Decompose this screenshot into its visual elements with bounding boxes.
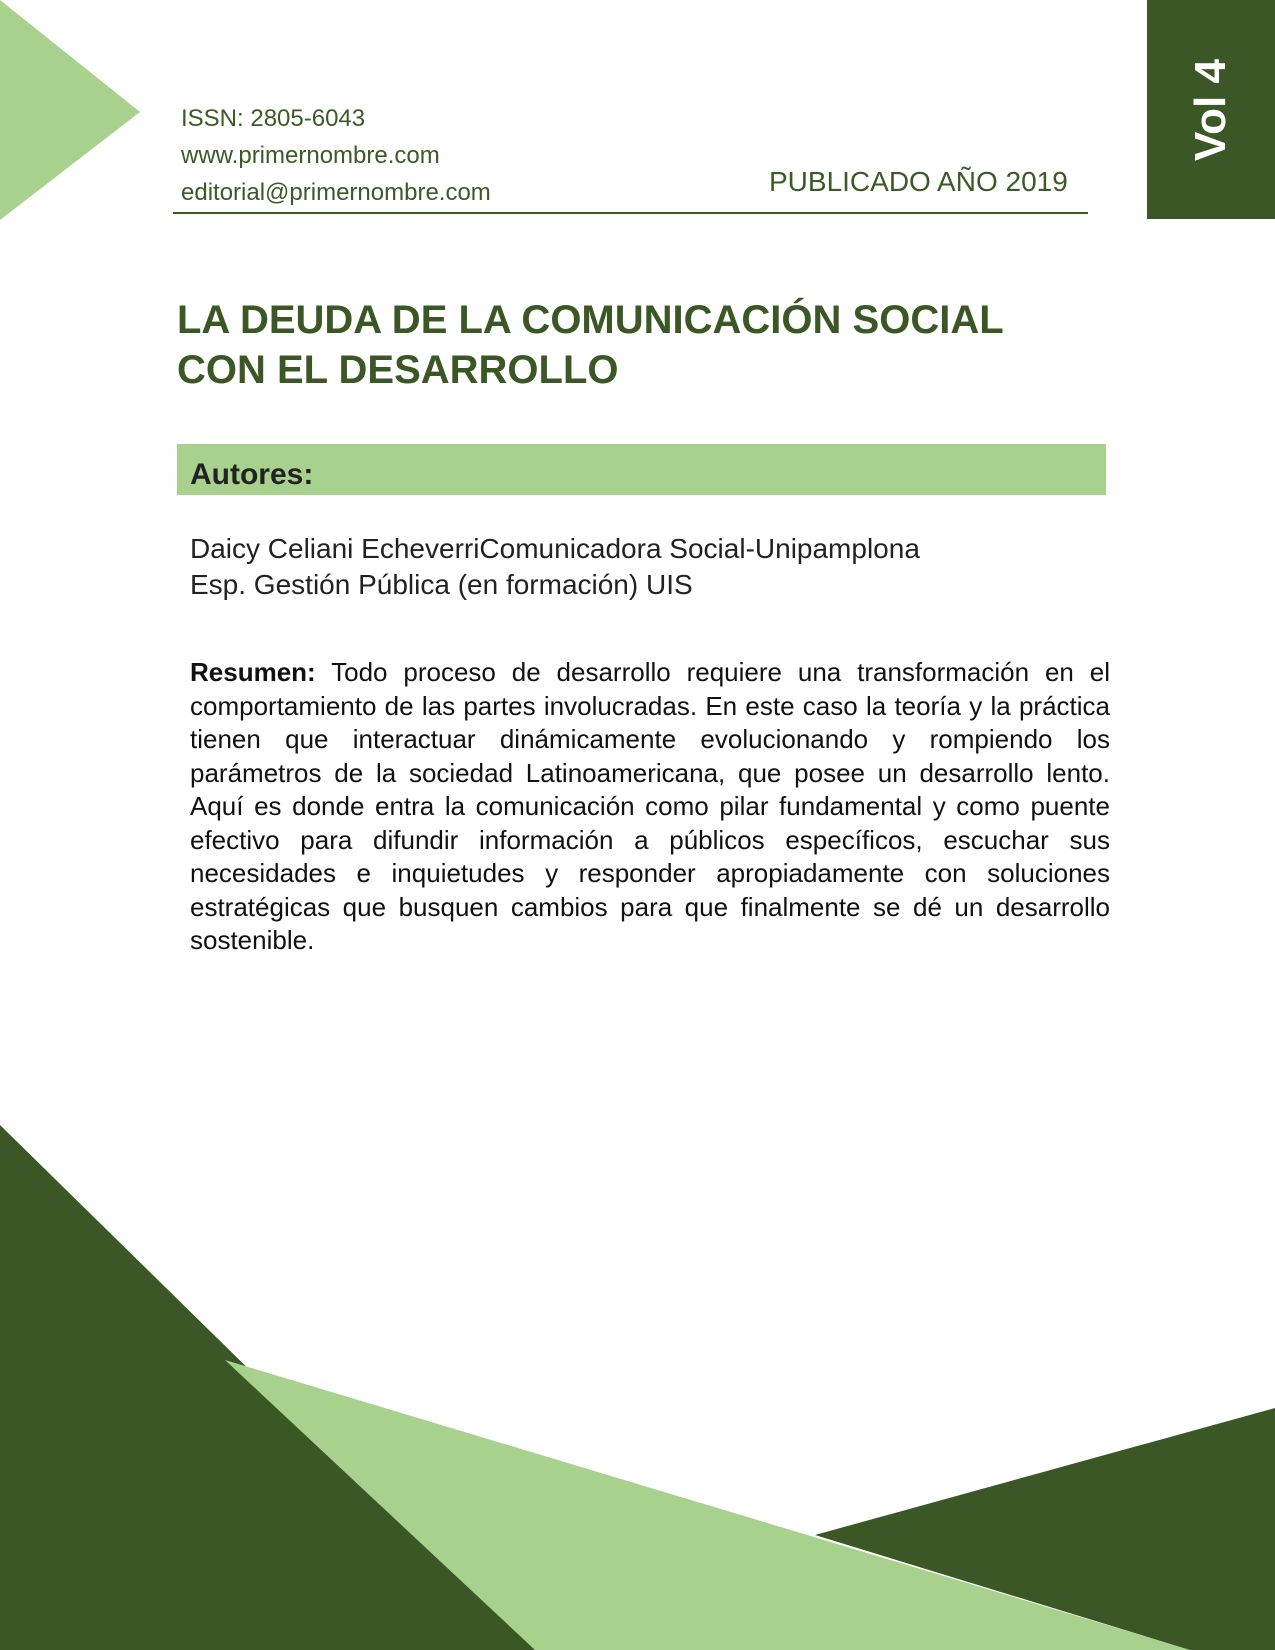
abstract <box>190 656 1110 958</box>
article-title <box>177 295 1077 395</box>
title-line-1: LA DEUDA DE LA COMUNICACIÓN SOCIAL <box>177 298 1004 342</box>
abstract-text: Todo proceso de desarrollo requiere una transformación en el comportamiento de las partes involucradas. En este caso la teoría y la práctica tienen que interactuar dinámicamente evolucionando y rompiendo los parámetros de la sociedad Latinoamericana, que posee un desarrollo lento. Aquí es donde entra la comunicación como pilar fundamental y como puente efectivo para difundir información a públicos específicos, escuchar sus necesidades e inquietudes y responder apropiadamente con soluciones estratégicas que busquen cambios para que finalmente se dé un desarrollo sostenible. <box>190 657 1110 955</box>
author-info <box>190 531 920 603</box>
author-name-affiliation: Daicy Celiani EcheverriComunicadora Social-Unipamplona <box>190 533 920 564</box>
authors-heading: Autores: <box>190 458 314 491</box>
volume-badge <box>1147 0 1275 219</box>
abstract-label: Resumen: <box>190 657 316 687</box>
top-left-triangle <box>0 0 140 220</box>
authors-header-bar <box>177 444 1106 495</box>
website-link[interactable]: www.primernombre.com <box>181 142 440 169</box>
journal-meta <box>181 100 491 211</box>
header-divider <box>173 212 1088 214</box>
publication-year: PUBLICADO AÑO 2019 <box>769 166 1068 197</box>
title-line-2: CON EL DESARROLLO <box>177 348 619 392</box>
issn-text: ISSN: 2805-6043 <box>181 105 366 132</box>
email-link[interactable]: editorial@primernombre.com <box>181 179 491 206</box>
author-credentials: Esp. Gestión Pública (en formación) UIS <box>190 569 693 600</box>
volume-label: Vol 4 <box>1186 58 1235 161</box>
